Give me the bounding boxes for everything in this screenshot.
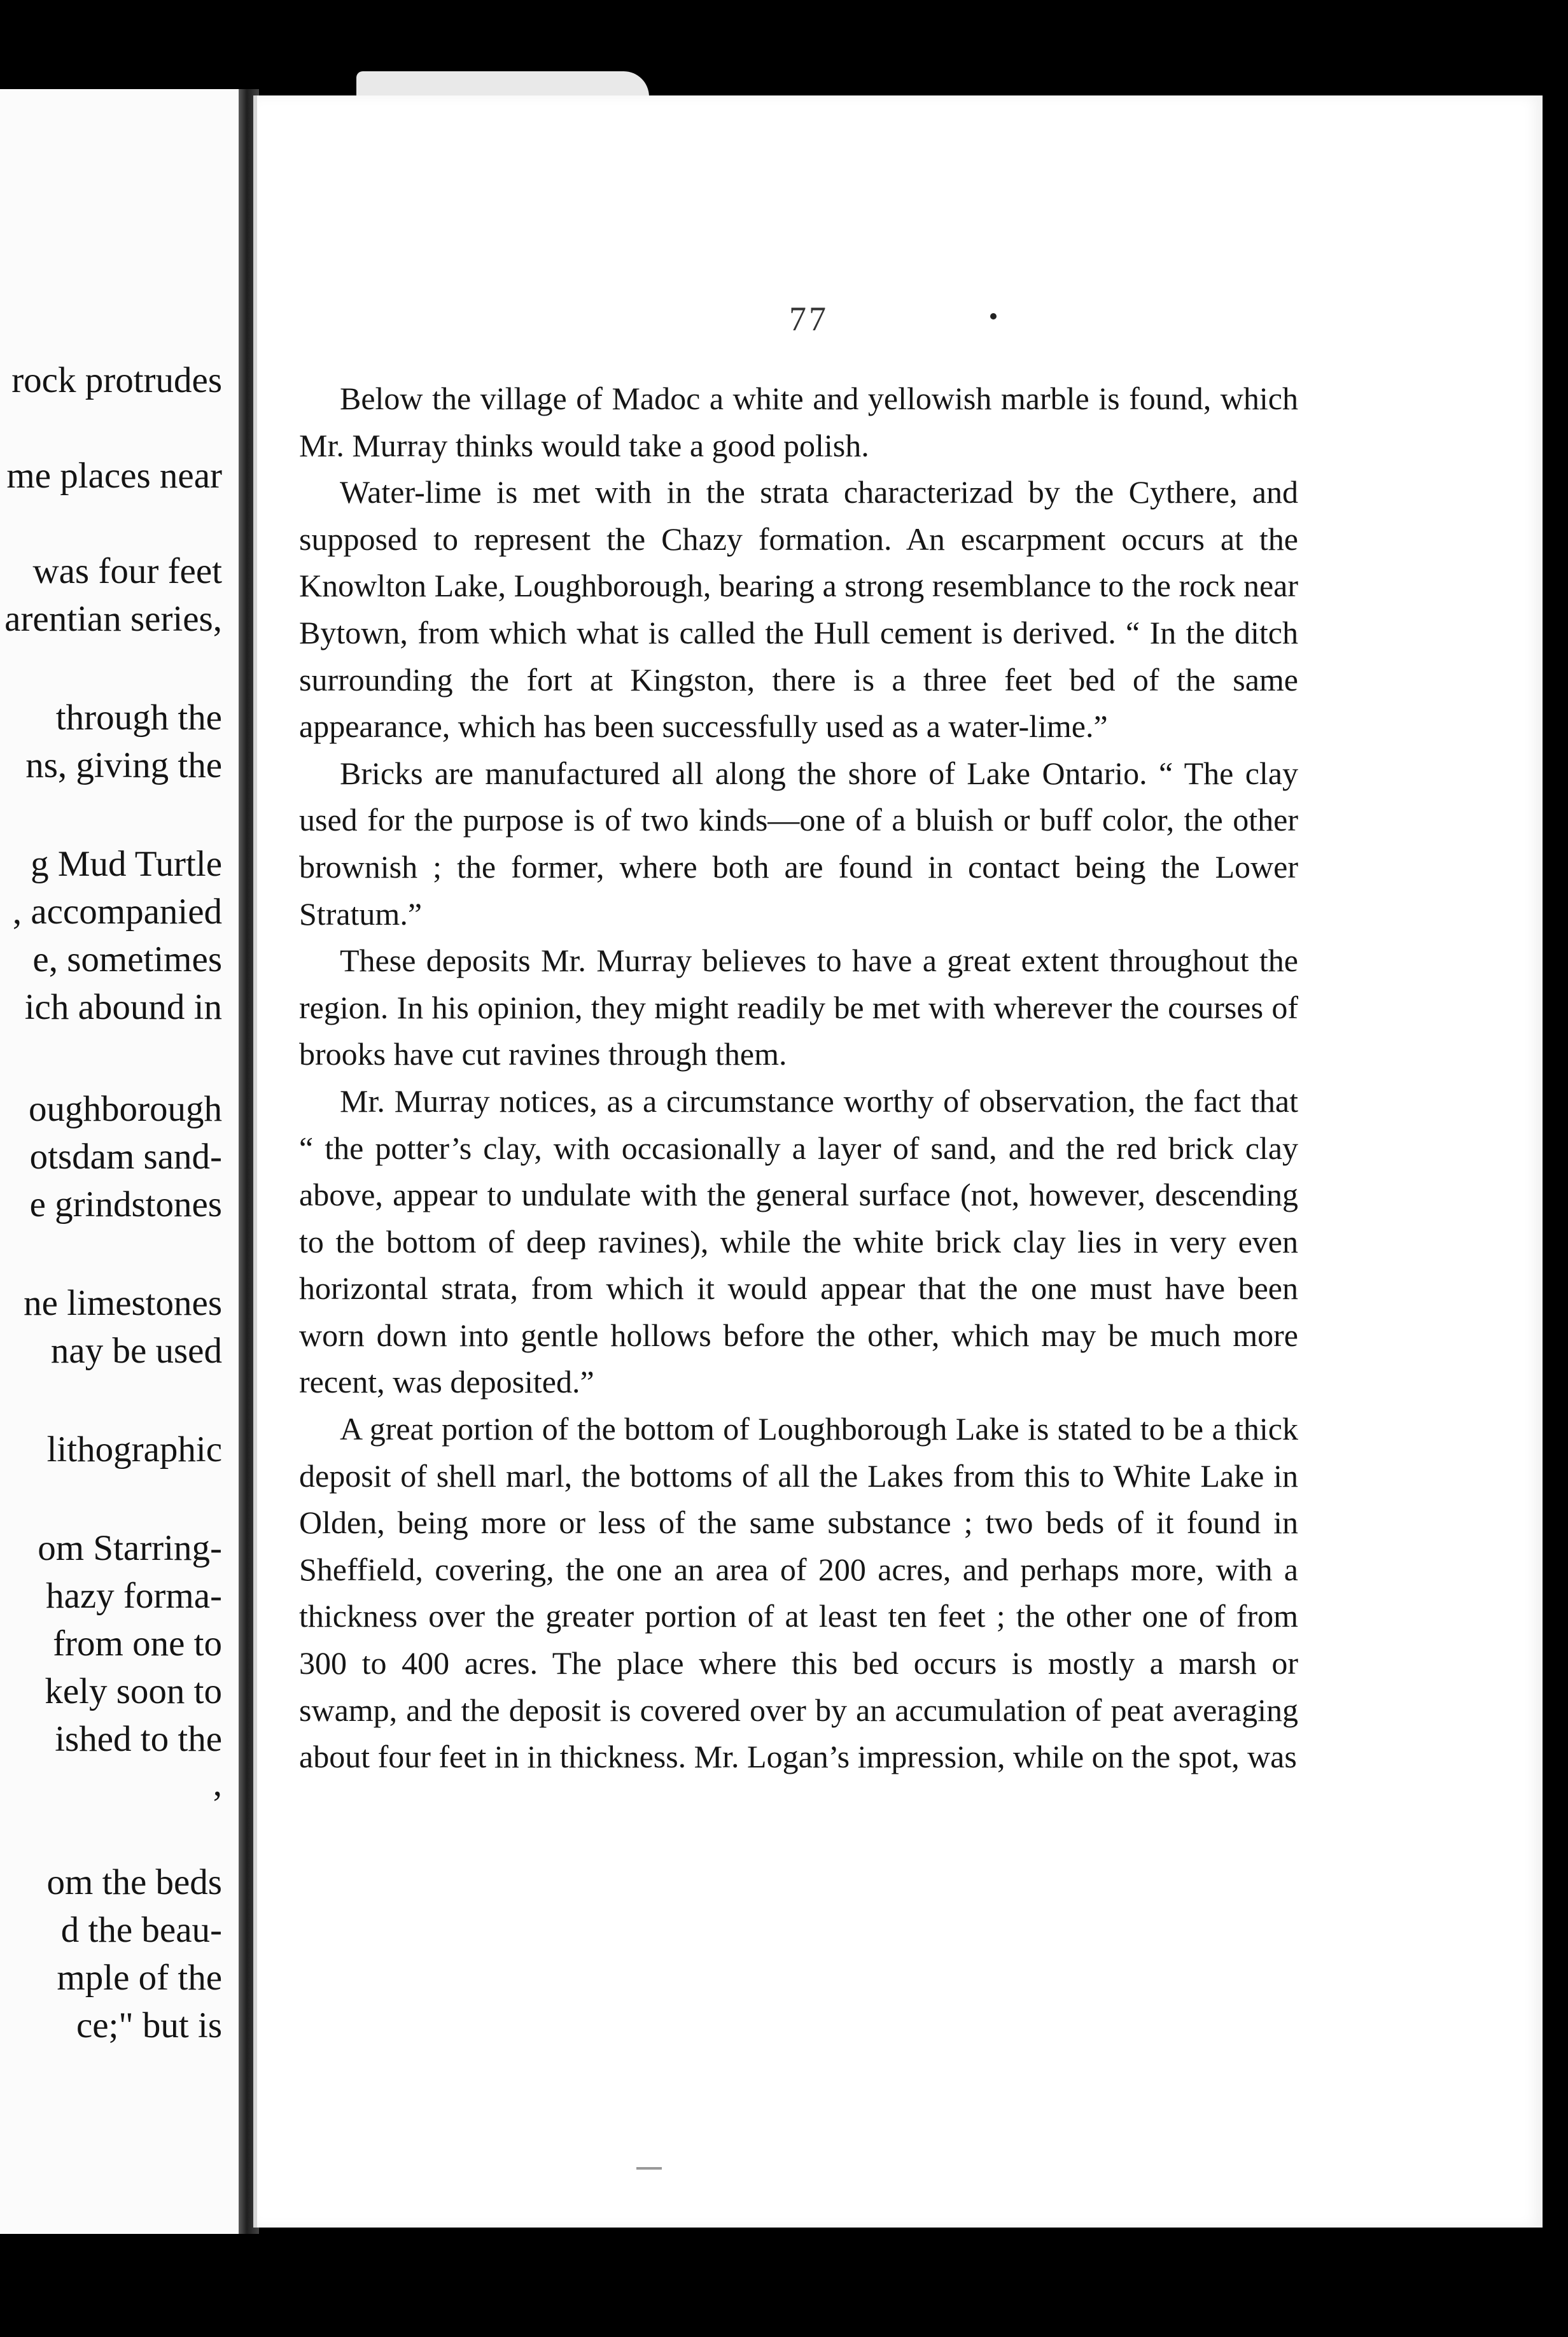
left-line: ce;" but is <box>76 2005 222 2046</box>
paragraph: Below the village of Madoc a white and yellowish marble is found, which Mr. Murray thinks would take a good polish. <box>299 381 1298 463</box>
left-line: , <box>213 1764 222 1804</box>
left-line: om the beds <box>46 1862 222 1902</box>
left-line: from one to <box>53 1624 222 1664</box>
paragraph: These deposits Mr. Murray believes to have a great extent throughout the region. In his opinion, they might readily be met with wherever the courses of brooks have cut ravines through them. <box>299 943 1298 1072</box>
left-line: , accompanied <box>12 892 222 932</box>
paragraph: A great portion of the bottom of Loughborough Lake is stated to be a thick deposit of shell marl, the bottoms of all the Lakes from this to White Lake in Olden, being more or less of the same substance ; two beds of it found in Sheffield, covering, the one an area of 200 acres, and perhaps more, with a thickness over the greater portion of at least ten feet ; the other one of from 300 to 400 acres. The place where this bed occurs is mostly a marsh or swamp, and the deposit is covered over by an accumulation of peat averaging about four feet in in thickness. Mr. Logan’s impression, while on the spot, was <box>299 1411 1298 1775</box>
left-line: was four feet <box>32 551 222 591</box>
left-line: e grindstones <box>29 1184 222 1225</box>
paragraph: Mr. Murray notices, as a circumstance worthy of observation, the fact that “ the potter’s clay, with occasionally a layer of sand, and the red brick clay above, appear to undulate with the general surface (not, however, descending to the bottom of deep ravines), while the white brick clay lies in very even horizontal strata, from which it would appear that the one must have been worn down into gentle hollows before the other, which may be much more recent, was deposited.” <box>299 1083 1298 1400</box>
left-line: arentian series, <box>4 599 222 639</box>
left-line: otsdam sand- <box>29 1137 222 1177</box>
left-line: hazy forma- <box>46 1576 222 1616</box>
bottom-mark <box>636 2167 662 2170</box>
left-line: g Mud Turtle <box>31 844 222 884</box>
paragraph: Bricks are manufactured all along the shore of Lake Ontario. “ The clay used for the purpose is of two kinds—one of a bluish or buff color, the other brownish ; the former, where both are found in contact being the Lower Stratum.” <box>299 755 1298 932</box>
page-mark <box>990 313 997 319</box>
left-line: me places near <box>6 456 222 496</box>
left-line: ne limestones <box>24 1283 222 1323</box>
left-line: ich abound in <box>24 987 222 1027</box>
left-line: kely soon to <box>45 1671 222 1711</box>
left-line: rock protrudes <box>11 360 222 400</box>
left-line: d the beau- <box>60 1910 222 1950</box>
left-line: oughborough <box>29 1089 222 1129</box>
left-line: om Starring- <box>38 1528 222 1568</box>
left-facing-page <box>0 89 241 2234</box>
left-line: ns, giving the <box>25 745 222 785</box>
left-line: through the <box>55 698 222 738</box>
left-line: lithographic <box>46 1429 222 1470</box>
left-line: ished to the <box>55 1719 222 1759</box>
paragraph: Water-lime is met with in the strata characterizad by the Cythere, and supposed to represent the Chazy formation. An escarpment occurs at the Knowlton Lake, Loughborough, bearing a strong resemblance to the rock near Bytown, from which what is called the Hull cement is derived. “ In the ditch surrounding the fort at Kingston, there is a three feet bed of the same appearance, which has been successfully used as a water-lime.” <box>299 474 1298 745</box>
left-line: nay be used <box>50 1331 222 1371</box>
page-number: 77 <box>789 300 829 338</box>
left-line: e, sometimes <box>32 939 222 979</box>
left-line: mple of the <box>57 1958 222 1998</box>
page-body <box>299 375 1298 1781</box>
